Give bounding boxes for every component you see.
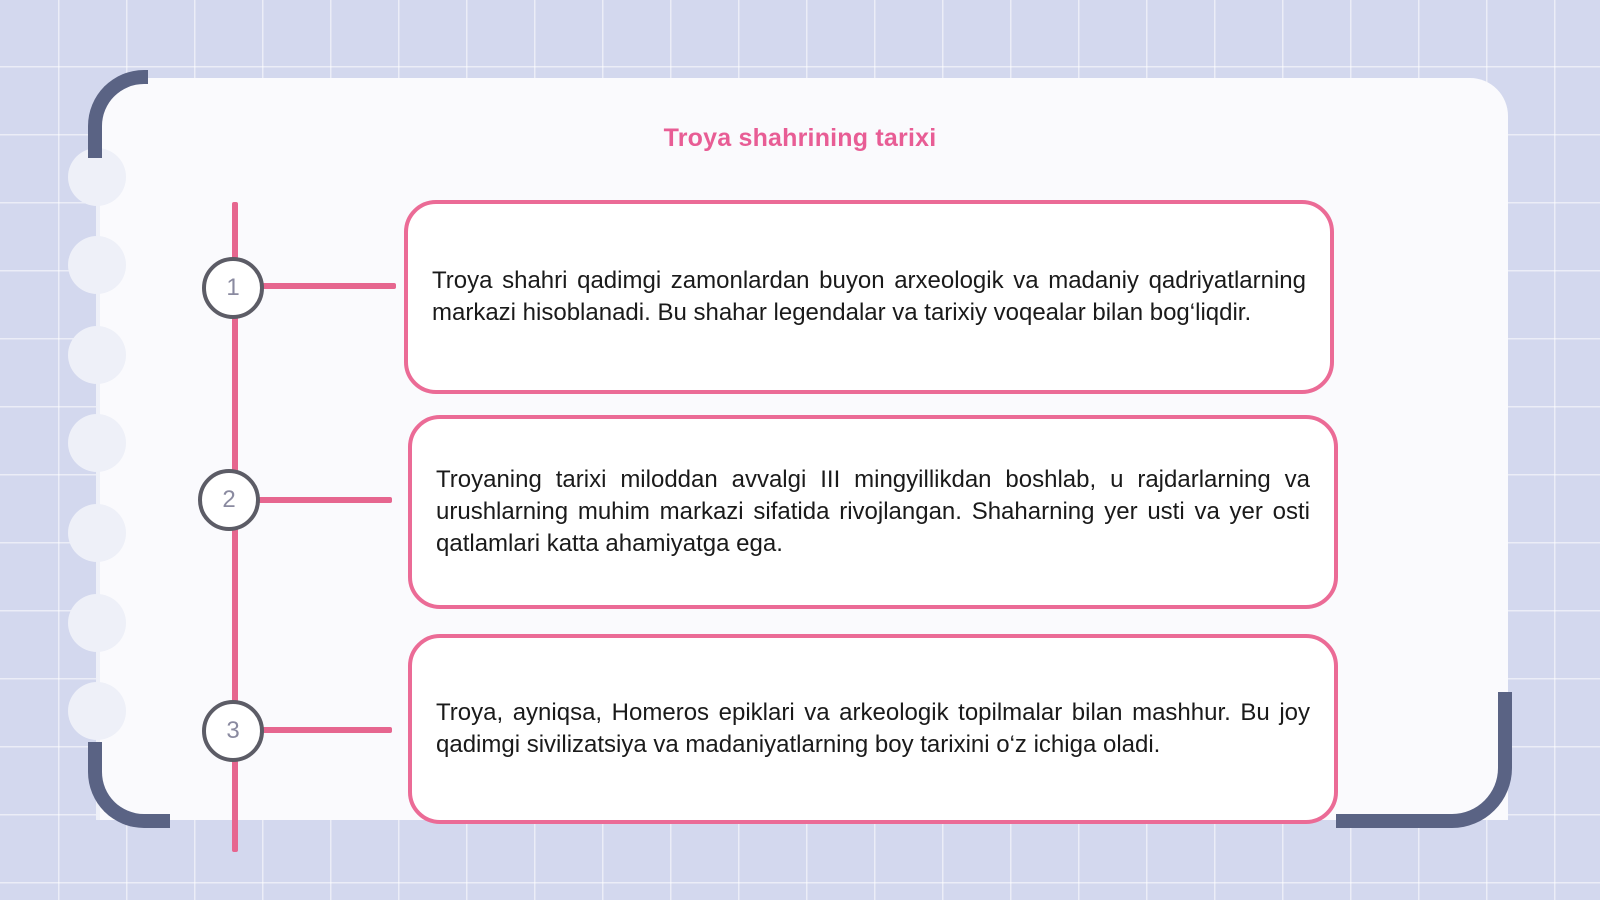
corner-bracket-bottom-right: [1336, 692, 1512, 828]
timeline-text-2: Troyaning tarixi miloddan avvalgi III mingyillikdan boshlab, u rajdarlarning va urushlarning muhim markazi sifatida rivojlangan. Shaharning yer usti va yer osti qatlamlari katta ahamiyatga ega.: [436, 466, 1310, 557]
timeline-text-3: Troya, ayniqsa, Homeros epiklari va arkeologik topilmalar bilan mashhur. Bu joy qadimgi sivilizatsiya va madaniyatlarning boy tarixini o‘z ichiga oladi.: [436, 699, 1310, 758]
timeline-box-2: [408, 415, 1338, 609]
slide-title: Troya shahrining tarixi: [663, 124, 937, 152]
scallop-decoration: [68, 594, 126, 652]
scallop-decoration: [68, 414, 126, 472]
scallop-decoration: [68, 682, 126, 740]
scallop-decoration: [68, 504, 126, 562]
scallop-decoration: [68, 236, 126, 294]
timeline-node-3: 3: [202, 700, 264, 762]
timeline-connector-3: [262, 727, 392, 733]
corner-bracket-top-left: [88, 70, 148, 158]
scallop-decoration: [68, 326, 126, 384]
timeline-node-1: 1: [202, 257, 264, 319]
timeline-box-1: [404, 200, 1334, 394]
timeline-connector-1: [262, 283, 396, 289]
timeline-connector-2: [258, 497, 392, 503]
timeline-box-3: [408, 634, 1338, 824]
timeline-node-2: 2: [198, 469, 260, 531]
timeline-text-1: Troya shahri qadimgi zamonlardan buyon arxeologik va madaniy qadriyatlarning markazi hisoblanadi. Bu shahar legendalar va tarixiy voqealar bilan bog‘liqdir.: [432, 267, 1306, 326]
